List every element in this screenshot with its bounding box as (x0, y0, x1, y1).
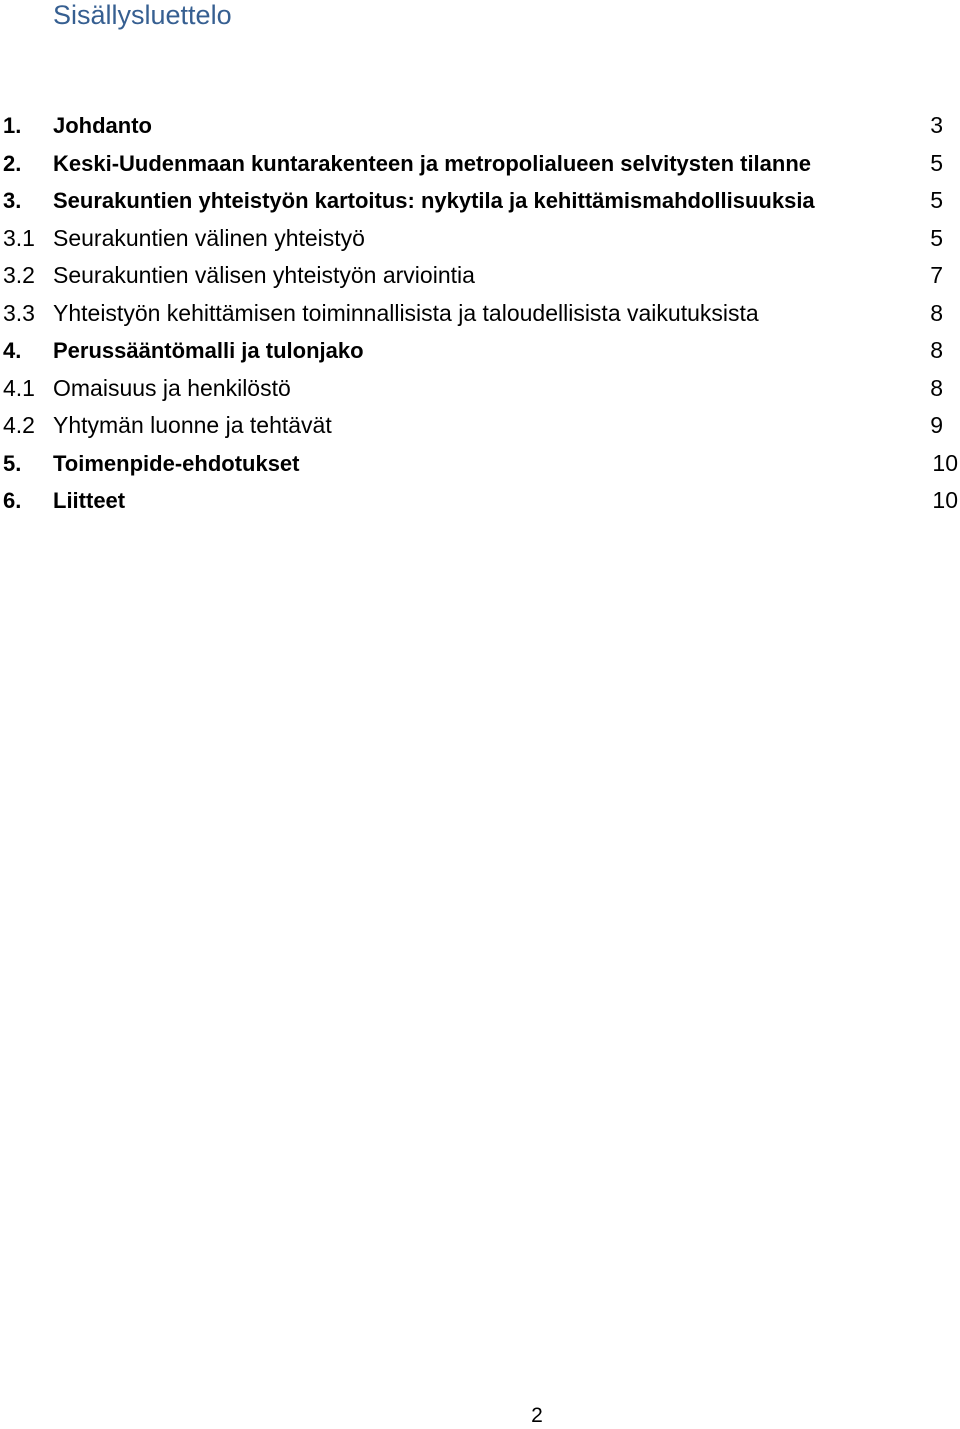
toc-entry-title: Keski-Uudenmaan kuntarakenteen ja metropolialueen selvitysten tilanne (53, 150, 812, 176)
toc-entry[interactable] (0, 182, 960, 220)
toc-entry-title: Toimenpide-ehdotukset (53, 450, 300, 476)
toc-entry-number: 4.2 (3, 412, 35, 438)
toc-entry[interactable] (0, 445, 960, 483)
page-title: Sisällysluettelo (53, 0, 232, 30)
toc-entry-title: Omaisuus ja henkilöstö (53, 374, 291, 401)
page-number: 2 (531, 1404, 543, 1427)
toc-entry-page: 5 (930, 224, 943, 251)
toc-entry-title: Liitteet (53, 488, 126, 513)
table-of-contents (0, 107, 960, 520)
toc-entry-number: 3.1 (3, 224, 35, 251)
toc-entry-title: Yhteistyön kehittämisen toiminnallisista ja taloudellisista vaikutuksista (53, 299, 759, 326)
toc-entry-number: 3.2 (3, 262, 35, 288)
toc-entry-number: 3. (3, 188, 22, 213)
toc-entry[interactable] (0, 482, 960, 520)
toc-entry[interactable] (0, 257, 960, 295)
toc-entry-title: Johdanto (53, 113, 152, 138)
toc-entry-title: Seurakuntien välisen yhteistyön arviointia (53, 262, 475, 288)
toc-entry-page: 9 (930, 412, 943, 438)
toc-entry[interactable] (0, 332, 960, 370)
toc-entry-page: 10 (932, 487, 958, 513)
toc-entry-page: 7 (930, 262, 943, 288)
toc-entry-title: Seurakuntien välinen yhteistyö (53, 224, 365, 251)
toc-entry[interactable] (0, 407, 960, 445)
toc-entry[interactable] (0, 220, 960, 258)
toc-entry[interactable] (0, 145, 960, 183)
toc-entry-page: 5 (930, 149, 943, 176)
toc-entry-page: 8 (930, 337, 943, 363)
toc-entry-number: 5. (3, 450, 22, 476)
toc-entry-title: Perussääntömalli ja tulonjako (53, 338, 364, 363)
toc-entry-number: 4.1 (3, 374, 35, 401)
toc-entry-page: 8 (930, 299, 943, 326)
toc-entry-page: 8 (930, 374, 943, 401)
toc-entry-page: 5 (930, 187, 943, 213)
toc-entry[interactable] (0, 295, 960, 333)
toc-entry-page: 10 (932, 449, 958, 476)
toc-entry-number: 3.3 (3, 299, 35, 326)
toc-entry-page: 3 (930, 112, 943, 138)
toc-entry-number: 6. (3, 488, 22, 513)
toc-entry-title: Seurakuntien yhteistyön kartoitus: nykytila ja kehittämismahdollisuuksia (53, 188, 815, 213)
toc-entry[interactable] (0, 370, 960, 408)
toc-entry[interactable] (0, 107, 960, 145)
toc-entry-number: 2. (3, 150, 22, 176)
toc-entry-number: 1. (3, 113, 22, 138)
toc-entry-number: 4. (3, 338, 22, 363)
toc-entry-title: Yhtymän luonne ja tehtävät (53, 412, 332, 438)
